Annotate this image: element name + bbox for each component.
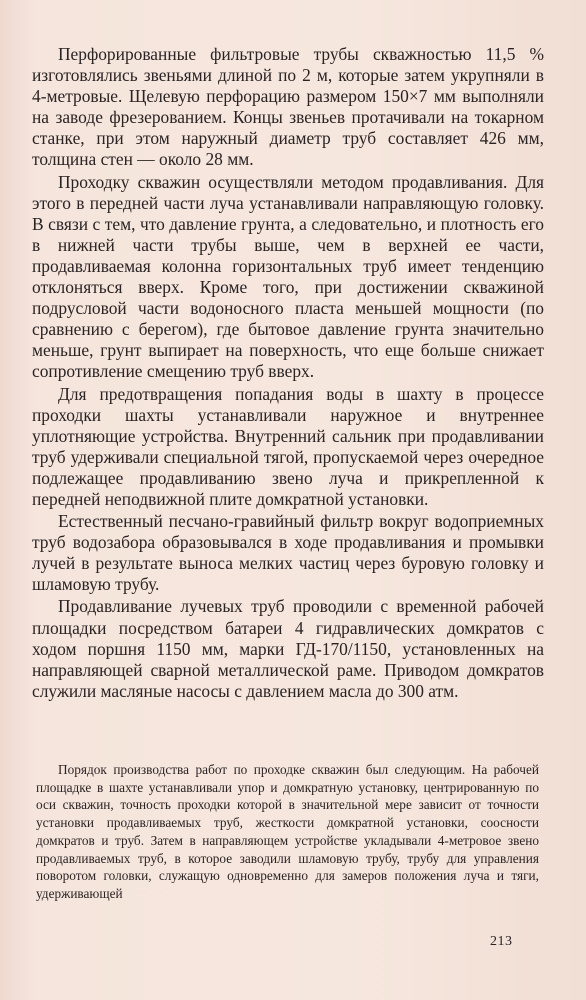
- small-print-section: [36, 761, 539, 903]
- paragraph-work-procedure: Порядок производства работ по проходке скважин был следующим. На рабочей площадке в шахте устанавливали упор и домкратную установку, центрированную по оси скважин, точность проходки которой в значительной мере зависит от точности установки продавливаемых труб, жесткости домкратной установки, соосности домкратов и труб. Затем в направляющем устройстве укладывали 4-метровое звено продавливаемых труб, в которое заводили шламовую трубу, трубу для управления поворотом головки, служащую одновременно для замеров положения луча и тяги, удерживающей: [36, 762, 539, 901]
- paragraph-borehole-driving: Проходку скважин осуществляли методом продавливания. Для этого в передней части луча устанавливали направляющую головку. В связи с тем, что давление грунта, а следовательно, и плотность его в нижней части трубы выше, чем в верхней ее части, продавливаемая колонна горизонтальных труб имеет тенденцию отклоняться вверх. Кроме того, при достижении скважиной подрусловой части водоносного пласта меньшей мощности (по сравнению с берегом), где бытовое давление грунта значительно меньше, грунт выпирает на поверхность, что еще больше снижает сопротивление смещению труб вверх.: [32, 171, 544, 382]
- main-body-text: [32, 44, 544, 702]
- paragraph-jacking-equipment: Продавливание лучевых труб проводили с временной рабочей площадки посредством батареи 4 гидравлических домкратов с ходом поршня 1150 мм, марки ГД-170/1150, установленных на направляющей сварной металлической раме. Приводом домкратов служили масляные насосы с давлением масла до 300 атм.: [32, 596, 544, 701]
- paragraph-filter-pipes: Перфорированные фильтровые трубы скважностью 11,5 % изготовлялись звеньями длиной по 2 м, которые затем укрупняли в 4-метровые. Щелевую перфорацию размером 150×7 мм выполняли на заводе фрезерованием. Концы звеньев протачивали на токарном станке, при этом наружный диаметр труб составляет 426 мм, толщина стен — около 28 мм.: [32, 44, 544, 170]
- page-number: 213: [490, 934, 513, 949]
- paragraph-natural-filter: Естественный песчано-гравийный фильтр вокруг водоприемных труб водозабора образовывался в ходе продавливания и промывки лучей в результате выноса мелких частиц через буровую головку и шламовую трубу.: [32, 511, 544, 595]
- paragraph-water-sealing: Для предотвращения попадания воды в шахту в процессе проходки шахты устанавливали наружное и внутреннее уплотняющие устройства. Внутренний сальник при продавливании труб удерживали специальной тягой, пропускаемой через очередное подлежащее продавливанию звено луча и прикрепленной к передней неподвижной плите домкратной установки.: [32, 383, 544, 509]
